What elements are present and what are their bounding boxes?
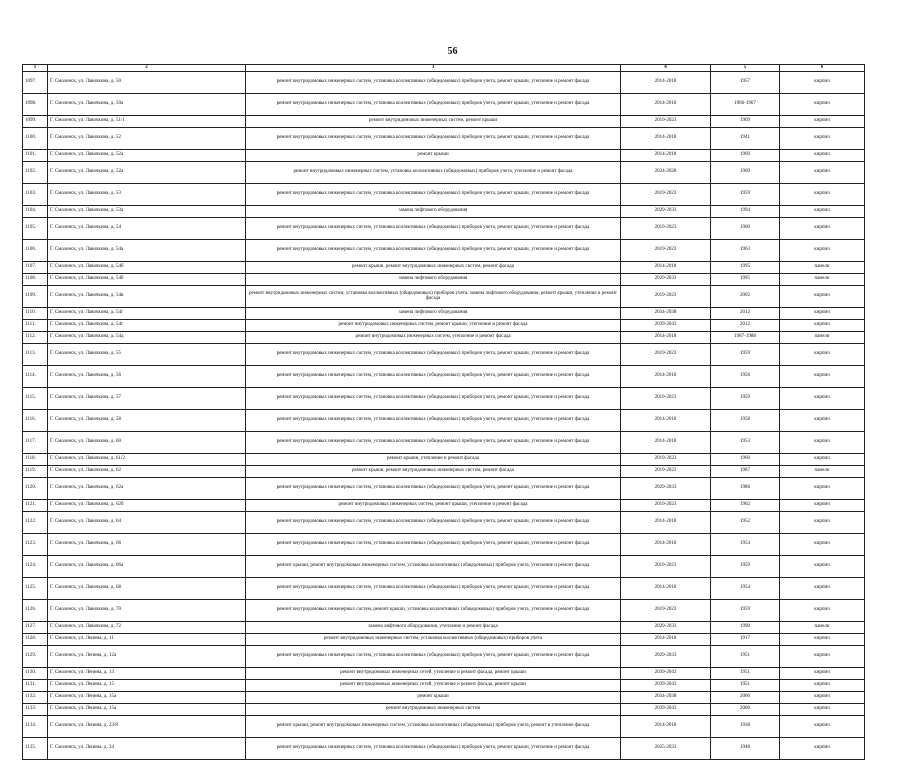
wall-material-cell: кирпич	[780, 555, 865, 577]
build-year-cell: 1959	[711, 387, 780, 409]
work-type-cell: ремонт внутридомовых инженерных систем, установка коллективных (общедомовых) приборов учета, ремонт крыши, утепление и ремонт фасада	[246, 511, 621, 533]
address-cell: Г. Смоленск, ул. Лавочкина, д. 58	[48, 409, 246, 431]
period-cell: 2029-2033	[621, 205, 711, 217]
build-year-cell: 1952	[711, 511, 780, 533]
build-year-cell: 1960	[711, 217, 780, 239]
work-type-cell: ремонт внутридомовых инженерных систем, ремонт крыши, установка коллективных (общедомовых) приборов учета, утепление и ремонт фасада	[246, 599, 621, 621]
address-cell: Г. Смоленск, ул. Лавочкина, д. 50а	[48, 93, 246, 115]
address-cell: Г. Смоленск, ул. Ленина, д. 24	[48, 737, 246, 759]
address-cell: Г. Смоленск, ул. Лавочкина, д. 54г	[48, 307, 246, 319]
row-number-cell: 1133.	[23, 703, 48, 715]
table-row	[23, 599, 865, 621]
table-row	[23, 499, 865, 511]
table-row	[23, 115, 865, 127]
wall-material-cell: кирпич	[780, 667, 865, 679]
period-cell: 2014-2018	[621, 365, 711, 387]
period-cell: 2019-2023	[621, 599, 711, 621]
header-cell: 1	[23, 65, 48, 72]
build-year-cell: 1954	[711, 533, 780, 555]
row-number-cell: 1135.	[23, 737, 48, 759]
wall-material-cell: кирпич	[780, 205, 865, 217]
period-cell: 2014-2018	[621, 511, 711, 533]
build-year-cell: 1951	[711, 667, 780, 679]
row-number-cell: 1102.	[23, 161, 48, 183]
row-number-cell: 1122.	[23, 511, 48, 533]
address-cell: Г. Смоленск, ул. Лавочкина, д. 55	[48, 343, 246, 365]
address-cell: Г. Смоленск, ул. Лавочкина, д. 68	[48, 577, 246, 599]
table-row	[23, 645, 865, 667]
period-cell: 2025-2033	[621, 737, 711, 759]
row-number-cell: 1108.	[23, 273, 48, 285]
wall-material-cell: панели	[780, 465, 865, 477]
row-number-cell: 1106.	[23, 239, 48, 261]
row-number-cell: 1113.	[23, 343, 48, 365]
row-number-cell: 1126.	[23, 599, 48, 621]
row-number-cell: 1107.	[23, 261, 48, 273]
wall-material-cell: кирпич	[780, 715, 865, 737]
wall-material-cell: панели	[780, 261, 865, 273]
address-cell: Г. Смоленск, ул. Ленина, д. 12а	[48, 645, 246, 667]
period-cell: 2014-2018	[621, 149, 711, 161]
row-number-cell: 1099.	[23, 115, 48, 127]
wall-material-cell: кирпич	[780, 703, 865, 715]
address-cell: Г. Смоленск, ул. Лавочкина, д. 52а	[48, 149, 246, 161]
work-type-cell: ремонт внутридомовых инженерных систем, установка коллективных (общедомовых) приборов учета, ремонт крыши, утепление и ремонт фасада	[246, 577, 621, 599]
work-type-cell: ремонт внутридомовых инженерных систем, установка коллективных (общедомовых) приборов учета, ремонт крыши, утепление и ремонт фасада	[246, 533, 621, 555]
build-year-cell: 1948	[711, 737, 780, 759]
column-number-header-row	[23, 65, 865, 72]
row-number-cell: 1101.	[23, 149, 48, 161]
period-cell: 2029-2033	[621, 273, 711, 285]
table-row	[23, 285, 865, 307]
period-cell: 2019-2023	[621, 217, 711, 239]
period-cell: 2039-2043	[621, 667, 711, 679]
work-type-cell: ремонт крыши, ремонт внутридомовых инженерных систем, установка коллективных (общедомовых) приборов учета, ремонт и утепление фасада	[246, 715, 621, 737]
build-year-cell: 1959	[711, 343, 780, 365]
wall-material-cell: кирпич	[780, 511, 865, 533]
wall-material-cell: кирпич	[780, 387, 865, 409]
wall-material-cell: кирпич	[780, 533, 865, 555]
build-year-cell: 2012	[711, 307, 780, 319]
work-type-cell: ремонт внутридомовых инженерных систем, установка коллективных (общедомовых) приборов учета	[246, 633, 621, 645]
period-cell: 2019-2023	[621, 343, 711, 365]
period-cell: 2014-2018	[621, 261, 711, 273]
period-cell: 2014-2018	[621, 93, 711, 115]
row-number-cell: 1103.	[23, 183, 48, 205]
work-type-cell: ремонт крыши, ремонт внутридомовых инженерных систем, ремонт фасада	[246, 261, 621, 273]
period-cell: 2029-2033	[621, 477, 711, 499]
table-row	[23, 239, 865, 261]
build-year-cell: 2006	[711, 691, 780, 703]
period-cell: 2034-2038	[621, 307, 711, 319]
wall-material-cell: кирпич	[780, 365, 865, 387]
table-row	[23, 127, 865, 149]
work-type-cell: ремонт внутридомовых инженерных систем, установка коллективных (общедомовых) приборов учета, ремонт крыши, утепление и ремонт фасада	[246, 365, 621, 387]
address-cell: Г. Смоленск, ул. Лавочкина, д. 62б	[48, 499, 246, 511]
work-type-cell: ремонт внутридомовых инженерных систем, установка коллективных (общедомовых) приборов учета, ремонт крыши, утепление и ремонт фасада	[246, 71, 621, 93]
work-type-cell: ремонт внутридомовых инженерных систем	[246, 703, 621, 715]
build-year-cell: 1969	[711, 161, 780, 183]
work-type-cell: ремонт внутридомовых инженерных систем, установка коллективных (общедомовых) приборов учета, утепление и ремонт фасада	[246, 161, 621, 183]
period-cell: 2024-2028	[621, 161, 711, 183]
address-cell: Г. Смоленск, ул. Лавочкина, д. 64	[48, 511, 246, 533]
row-number-cell: 1134.	[23, 715, 48, 737]
wall-material-cell: кирпич	[780, 343, 865, 365]
build-year-cell: 1959	[711, 599, 780, 621]
build-year-cell: 1963	[711, 239, 780, 261]
work-type-cell: ремонт внутридомовых инженерных систем, установка коллективных (общедомовых) приборов учета, замена лифтового оборудования, ремонт крыши, утепление и ремонт фасада	[246, 285, 621, 307]
work-type-cell: замена лифтового оборудования	[246, 273, 621, 285]
address-cell: Г. Смоленск, ул. Ленина, д. 15а	[48, 691, 246, 703]
row-number-cell: 1104.	[23, 205, 48, 217]
wall-material-cell: кирпич	[780, 737, 865, 759]
table-row	[23, 533, 865, 555]
header-cell: 5	[711, 65, 780, 72]
period-cell: 2029-2033	[621, 621, 711, 633]
row-number-cell: 1115.	[23, 387, 48, 409]
housing-repair-table	[22, 64, 865, 760]
address-cell: Г. Смоленск, ул. Лавочкина, д. 53а	[48, 205, 246, 217]
work-type-cell: ремонт крыши, утепление и ремонт фасада	[246, 453, 621, 465]
work-type-cell: ремонт внутридомовых инженерных систем, ремонт крыши, утепление и ремонт фасада	[246, 499, 621, 511]
wall-material-cell: кирпич	[780, 599, 865, 621]
wall-material-cell: панели	[780, 621, 865, 633]
period-cell: 2014-2018	[621, 715, 711, 737]
address-cell: Г. Смоленск, ул. Лавочкина, д. 52	[48, 127, 246, 149]
period-cell: 2019-2023	[621, 239, 711, 261]
header-cell: 6	[780, 65, 865, 72]
row-number-cell: 1117.	[23, 431, 48, 453]
address-cell: Г. Смоленск, ул. Лавочкина, д. 66а	[48, 555, 246, 577]
work-type-cell: ремонт внутридомовых инженерных систем, установка коллективных (общедомовых) приборов учета, ремонт крыши, утепление и ремонт фасада	[246, 645, 621, 667]
build-year-cell: 1956	[711, 365, 780, 387]
row-number-cell: 1119.	[23, 465, 48, 477]
wall-material-cell: кирпич	[780, 161, 865, 183]
work-type-cell: ремонт внутридомовых инженерных систем, установка коллективных (общедомовых) приборов учета, ремонт крыши, утепление и ремонт фасада	[246, 431, 621, 453]
row-number-cell: 1109.	[23, 285, 48, 307]
table-row	[23, 633, 865, 645]
build-year-cell: 1917	[711, 633, 780, 645]
work-type-cell: ремонт крыши, ремонт внутридомовых инженерных систем, установка коллективных (общедомовых) приборов учета, утепление и ремонт фасада	[246, 555, 621, 577]
address-cell: Г. Смоленск, ул. Лавочкина, д. 66	[48, 533, 246, 555]
row-number-cell: 1098.	[23, 93, 48, 115]
row-number-cell: 1132.	[23, 691, 48, 703]
wall-material-cell: кирпич	[780, 645, 865, 667]
period-cell: 2014-2018	[621, 431, 711, 453]
row-number-cell: 1130.	[23, 667, 48, 679]
wall-material-cell: панели	[780, 331, 865, 343]
build-year-cell: 1969	[711, 149, 780, 161]
build-year-cell: 1962	[711, 499, 780, 511]
wall-material-cell: кирпич	[780, 453, 865, 465]
table-row	[23, 555, 865, 577]
row-number-cell: 1131.	[23, 679, 48, 691]
table-row	[23, 273, 865, 285]
table-row	[23, 93, 865, 115]
row-number-cell: 1120.	[23, 477, 48, 499]
period-cell: 2039-2043	[621, 703, 711, 715]
row-number-cell: 1123.	[23, 533, 48, 555]
period-cell: 2019-2023	[621, 183, 711, 205]
wall-material-cell: кирпич	[780, 679, 865, 691]
work-type-cell: ремонт внутридомовых инженерных систем, установка коллективных (общедомовых) приборов учета, ремонт крыши, утепление и ремонт фасада	[246, 737, 621, 759]
address-cell: Г. Смоленск, ул. Ленина, д. 15а	[48, 703, 246, 715]
period-cell: 2019-2023	[621, 453, 711, 465]
address-cell: Г. Смоленск, ул. Лавочкина, д. 54б	[48, 261, 246, 273]
wall-material-cell: кирпич	[780, 307, 865, 319]
work-type-cell: ремонт внутридомовых инженерных систем, установка коллективных (общедомовых) приборов учета, ремонт крыши, утепление и ремонт фасада	[246, 343, 621, 365]
table-row	[23, 261, 865, 273]
build-year-cell: 1994	[711, 205, 780, 217]
table-row	[23, 149, 865, 161]
work-type-cell: ремонт крыши, ремонт внутридомовых инженерных систем, ремонт фасада	[246, 465, 621, 477]
address-cell: Г. Смоленск, ул. Лавочкина, д. 54	[48, 217, 246, 239]
table-row	[23, 431, 865, 453]
build-year-cell: 2002	[711, 285, 780, 307]
table-row	[23, 577, 865, 599]
address-cell: Г. Смоленск, ул. Лавочкина, д. 51/1	[48, 115, 246, 127]
row-number-cell: 1110.	[23, 307, 48, 319]
wall-material-cell: кирпич	[780, 149, 865, 161]
table-row	[23, 331, 865, 343]
table-row	[23, 703, 865, 715]
row-number-cell: 1129.	[23, 645, 48, 667]
header-cell: 4	[621, 65, 711, 72]
period-cell: 2014-2018	[621, 409, 711, 431]
work-type-cell: замена лифтового оборудования	[246, 307, 621, 319]
work-type-cell: ремонт внутридомовых инженерных систем, установка коллективных (общедомовых) приборов учета, ремонт крыши, утепление и ремонт фасада	[246, 409, 621, 431]
build-year-cell: 1995	[711, 261, 780, 273]
table-row	[23, 621, 865, 633]
row-number-cell: 1097.	[23, 71, 48, 93]
row-number-cell: 1125.	[23, 577, 48, 599]
address-cell: Г. Смоленск, ул. Лавочкина, д. 57	[48, 387, 246, 409]
address-cell: Г. Смоленск, ул. Лавочкина, д. 61/2	[48, 453, 246, 465]
address-cell: Г. Смоленск, ул. Лавочкина, д. 50	[48, 71, 246, 93]
build-year-cell: 2012	[711, 319, 780, 331]
work-type-cell: ремонт крыши	[246, 691, 621, 703]
build-year-cell: 1951	[711, 645, 780, 667]
row-number-cell: 1112.	[23, 331, 48, 343]
table-row	[23, 71, 865, 93]
work-type-cell: ремонт внутридомовых инженерных систем, установка коллективных (общедомовых) приборов учета, ремонт крыши, утепление и ремонт фасада	[246, 217, 621, 239]
work-type-cell: ремонт крыши	[246, 149, 621, 161]
wall-material-cell: панели	[780, 273, 865, 285]
build-year-cell: 1957	[711, 71, 780, 93]
period-cell: 2034-2038	[621, 691, 711, 703]
build-year-cell: 1958	[711, 409, 780, 431]
wall-material-cell: кирпич	[780, 633, 865, 645]
table-row	[23, 319, 865, 331]
row-number-cell: 1100.	[23, 127, 48, 149]
table-row	[23, 343, 865, 365]
period-cell: 2019-2023	[621, 555, 711, 577]
table-row	[23, 217, 865, 239]
build-year-cell: 1960	[711, 453, 780, 465]
wall-material-cell: кирпич	[780, 477, 865, 499]
wall-material-cell: кирпич	[780, 93, 865, 115]
build-year-cell: 1969	[711, 115, 780, 127]
address-cell: Г. Смоленск, ул. Лавочкина, д. 54б	[48, 273, 246, 285]
build-year-cell: 1953	[711, 431, 780, 453]
period-cell: 2019-2023	[621, 465, 711, 477]
row-number-cell: 1111.	[23, 319, 48, 331]
address-cell: Г. Смоленск, ул. Ленина, д. 13	[48, 667, 246, 679]
period-cell: 2014-2018	[621, 533, 711, 555]
period-cell: 2019-2023	[621, 499, 711, 511]
page-number: 56	[447, 46, 458, 57]
table-row	[23, 667, 865, 679]
wall-material-cell: кирпич	[780, 115, 865, 127]
wall-material-cell: кирпич	[780, 499, 865, 511]
period-cell: 2014-2018	[621, 71, 711, 93]
work-type-cell: ремонт внутридомовых инженерных систем, установка коллективных (общедомовых) приборов учета, ремонт крыши, утепление и ремонт фасада	[246, 183, 621, 205]
period-cell: 2019-2023	[621, 387, 711, 409]
work-type-cell: ремонт внутридомовых инженерных систем, ремонт крыши, утепление и ремонт фасада	[246, 319, 621, 331]
address-cell: Г. Смоленск, ул. Ленина, д. 11	[48, 633, 246, 645]
work-type-cell: ремонт внутридомовых инженерных систем, утепление и ремонт фасада	[246, 331, 621, 343]
address-cell: Г. Смоленск, ул. Лавочкина, д. 54г	[48, 319, 246, 331]
wall-material-cell: кирпич	[780, 431, 865, 453]
row-number-cell: 1114.	[23, 365, 48, 387]
table-row	[23, 205, 865, 217]
address-cell: Г. Смоленск, ул. Лавочкина, д. 56	[48, 365, 246, 387]
work-type-cell: ремонт внутридомовых инженерных систем, установка коллективных (общедомовых) приборов учета, ремонт крыши, утепление и ремонт фасада	[246, 477, 621, 499]
period-cell: 2039-2043	[621, 319, 711, 331]
address-cell: Г. Смоленск, ул. Лавочкина, д. 62а	[48, 477, 246, 499]
table-row	[23, 737, 865, 759]
build-year-cell: 1938	[711, 715, 780, 737]
work-type-cell: ремонт внутридомовых инженерных сетей, утепление и ремонт фасада, ремонт крыши	[246, 679, 621, 691]
row-number-cell: 1128.	[23, 633, 48, 645]
row-number-cell: 1124.	[23, 555, 48, 577]
build-year-cell: 1954	[711, 577, 780, 599]
row-number-cell: 1118.	[23, 453, 48, 465]
address-cell: Г. Смоленск, ул. Лавочкина, д. 54а	[48, 239, 246, 261]
work-type-cell: ремонт внутридомовых инженерных сетей, утепление и ремонт фасада, ремонт крыши	[246, 667, 621, 679]
build-year-cell: 1959	[711, 183, 780, 205]
period-cell: 2029-2033	[621, 645, 711, 667]
wall-material-cell: кирпич	[780, 319, 865, 331]
address-cell: Г. Смоленск, ул. Ленина, д. 23/8	[48, 715, 246, 737]
row-number-cell: 1105.	[23, 217, 48, 239]
table-row	[23, 477, 865, 499]
period-cell: 2019-2023	[621, 115, 711, 127]
build-year-cell: 1966-1967	[711, 93, 780, 115]
wall-material-cell: кирпич	[780, 239, 865, 261]
wall-material-cell: кирпич	[780, 183, 865, 205]
table-row	[23, 511, 865, 533]
address-cell: Г. Смоленск, ул. Лавочкина, д. 54в	[48, 285, 246, 307]
work-type-cell: ремонт внутридомовых инженерных систем, установка коллективных (общедомовых) приборов учета, ремонт крыши, утепление и ремонт фасада	[246, 93, 621, 115]
table-row	[23, 453, 865, 465]
wall-material-cell: кирпич	[780, 577, 865, 599]
work-type-cell: ремонт внутридомовых инженерных систем, установка коллективных (общедомовых) приборов учета, ремонт крыши, утепление и ремонт фасада	[246, 387, 621, 409]
table-row	[23, 387, 865, 409]
work-type-cell: замена лифтового оборудования, утепление и ремонт фасада	[246, 621, 621, 633]
work-type-cell: ремонт внутридомовых инженерных систем, установка коллективных (общедомовых) приборов учета, ремонт крыши, утепление и ремонт фасада	[246, 127, 621, 149]
table-row	[23, 365, 865, 387]
table-row	[23, 715, 865, 737]
build-year-cell: 1941	[711, 127, 780, 149]
build-year-cell: 1986	[711, 477, 780, 499]
build-year-cell: 1951	[711, 679, 780, 691]
wall-material-cell: кирпич	[780, 691, 865, 703]
wall-material-cell: кирпич	[780, 409, 865, 431]
work-type-cell: ремонт внутридомовых инженерных систем, ремонт крыши	[246, 115, 621, 127]
build-year-cell: 1987	[711, 465, 780, 477]
address-cell: Г. Смоленск, ул. Лавочкина, д. 52а	[48, 161, 246, 183]
header-cell: 2	[48, 65, 246, 72]
build-year-cell: 1959	[711, 555, 780, 577]
build-year-cell: 1995	[711, 273, 780, 285]
build-year-cell: 1990	[711, 621, 780, 633]
work-type-cell: замена лифтового оборудования	[246, 205, 621, 217]
address-cell: Г. Смоленск, ул. Лавочкина, д. 72	[48, 621, 246, 633]
table-row	[23, 691, 865, 703]
wall-material-cell: кирпич	[780, 127, 865, 149]
table-row	[23, 161, 865, 183]
wall-material-cell: кирпич	[780, 71, 865, 93]
wall-material-cell: кирпич	[780, 285, 865, 307]
row-number-cell: 1127.	[23, 621, 48, 633]
period-cell: 2014-2018	[621, 127, 711, 149]
row-number-cell: 1116.	[23, 409, 48, 431]
period-cell: 2014-2018	[621, 577, 711, 599]
period-cell: 2019-2023	[621, 285, 711, 307]
period-cell: 2014-2018	[621, 633, 711, 645]
address-cell: Г. Смоленск, ул. Лавочкина, д. 70	[48, 599, 246, 621]
address-cell: Г. Смоленск, ул. Ленина, д. 15	[48, 679, 246, 691]
build-year-cell: 2006	[711, 703, 780, 715]
table-row	[23, 465, 865, 477]
work-type-cell: ремонт внутридомовых инженерных систем, установка коллективных (общедомовых) приборов учета, ремонт крыши, утепление и ремонт фасада	[246, 239, 621, 261]
wall-material-cell: кирпич	[780, 217, 865, 239]
address-cell: Г. Смоленск, ул. Лавочкина, д. 62	[48, 465, 246, 477]
table-row	[23, 183, 865, 205]
row-number-cell: 1121.	[23, 499, 48, 511]
header-cell: 3	[246, 65, 621, 72]
address-cell: Г. Смоленск, ул. Лавочкина, д. 60	[48, 431, 246, 453]
table-row	[23, 409, 865, 431]
period-cell: 2014-2018	[621, 331, 711, 343]
table-row	[23, 679, 865, 691]
build-year-cell: 1987-1988	[711, 331, 780, 343]
address-cell: Г. Смоленск, ул. Лавочкина, д. 54д	[48, 331, 246, 343]
period-cell: 2039-2043	[621, 679, 711, 691]
address-cell: Г. Смоленск, ул. Лавочкина, д. 53	[48, 183, 246, 205]
table-row	[23, 307, 865, 319]
